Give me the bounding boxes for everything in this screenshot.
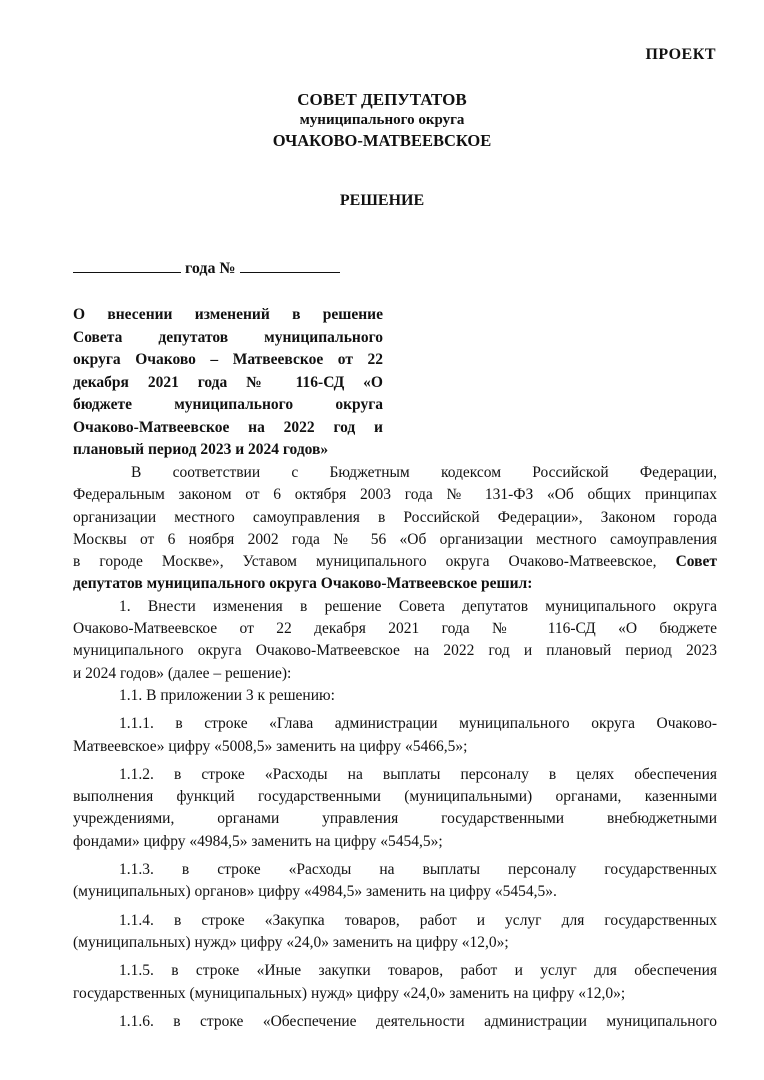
item-line: 1.1.6. в строке «Обеспечение деятельности администрации муниципального [119,1012,717,1030]
item-line: 1. Внести изменения в решение Совета депутатов муниципального округа [119,597,717,615]
district-name-heading: ОЧАКОВО-МАТВЕЕВСКОЕ [272,131,492,150]
title-line: декабря 2021 года № 116-СД «О [73,373,383,391]
council-heading: СОВЕТ ДЕПУТАТОВ [297,90,467,109]
item-1-1-5-paragraph [73,960,717,1005]
date-number-line [73,258,340,278]
item-line: 1.1. В приложении 3 к решению: [119,686,335,704]
item-line: 1.1.2. в строке «Расходы на выплаты персоналу в целях обеспечения [119,765,717,783]
preamble-line: Федеральным законом от 6 октября 2003 года № 131-ФЗ «Об общих принципах [73,486,717,504]
preamble-line [73,551,717,573]
title-line: Очаково-Матвеевское на 2022 год и [73,418,383,436]
item-1-1-1-paragraph [73,713,717,758]
item-1-paragraph [73,596,717,685]
item-line: государственных (муниципальных) нужд» цифру «24,0» заменить на цифру «12,0»; [73,984,626,1002]
preamble-bold-last: депутатов муниципального округа Очаково-Матвеевское решил: [73,575,533,593]
item-1-1-4-paragraph [73,910,717,955]
item-line: 1.1.4. в строке «Закупка товаров, работ и услуг для государственных [119,911,717,929]
decision-heading: РЕШЕНИЕ [339,192,425,209]
project-mark: ПРОЕКТ [645,46,716,63]
item-line: выполнения функций государственными (муниципальными) органами, казенными [73,788,717,806]
item-line: Матвеевское» цифру «5008,5» заменить на цифру «5466,5»; [73,737,468,755]
item-1-1-3-paragraph [73,859,717,904]
item-1-1-6-paragraph [73,1011,717,1033]
item-line: 1.1.1. в строке «Глава администрации муниципального округа Очаково- [119,715,717,733]
preamble-line-text: в городе Москве», Уставом муниципального округа Очаково-Матвеевское, [73,553,657,571]
preamble-paragraph [73,462,717,596]
item-1-1-paragraph [73,685,717,707]
title-line: бюджете муниципального округа [73,396,383,413]
title-line: округа Очаково – Матвеевское от 22 [73,351,383,368]
number-blank [240,258,340,273]
decision-title [73,304,383,462]
item-line: (муниципальных) органов» цифру «4984,5» заменить на цифру «5454,5». [73,883,557,901]
title-line: Совета депутатов муниципального [73,328,383,346]
item-line: и 2024 годов» (далее – решение): [73,664,292,682]
item-line: 1.1.3. в строке «Расходы на выплаты персоналу государственных [119,861,717,879]
item-1-1-2-paragraph [73,764,717,853]
preamble-line: организации местного самоуправления в Российской Федерации», Законом города [73,508,717,526]
item-line: (муниципальных) нужд» цифру «24,0» заменить на цифру «12,0»; [73,933,509,951]
municipality-subheading: муниципального округа [299,112,465,128]
item-line: 1.1.5. в строке «Иные закупки товаров, работ и услуг для обеспечения [119,962,717,980]
preamble-bold-tail: Совет [675,553,717,571]
date-blank [73,258,181,273]
year-number-label: года № [181,260,240,277]
preamble-line: Москвы от 6 ноября 2002 года № 56 «Об организации местного самоуправления [73,530,717,548]
item-line: фондами» цифру «4984,5» заменить на цифру «5454,5»; [73,832,443,850]
item-line: Очаково-Матвеевское от 22 декабря 2021 года № 116-СД «О бюджете [73,620,717,638]
title-line: О внесении изменений в решение [73,306,383,323]
preamble-line [73,573,717,595]
item-line: муниципального округа Очаково-Матвеевское на 2022 год и плановый период 2023 [73,642,717,660]
preamble-line: В соответствии с Бюджетным кодексом Российской Федерации, [131,464,717,481]
title-line: плановый период 2023 и 2024 годов» [73,441,329,458]
decision-body [73,462,717,1033]
item-line: учреждениями, органами управления государственными внебюджетными [73,810,717,828]
